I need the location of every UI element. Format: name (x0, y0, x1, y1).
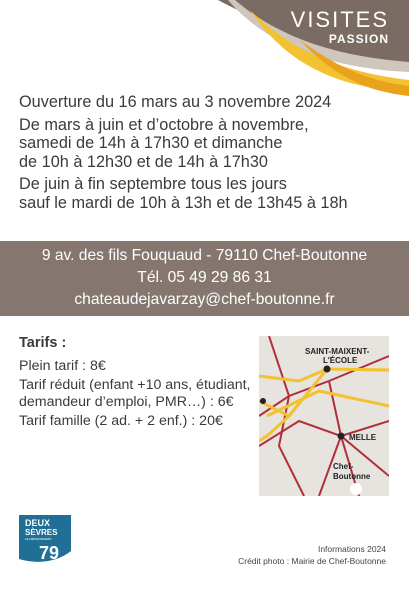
credits-photo: Crédit photo : Mairie de Chef-Boutonne (238, 556, 386, 566)
tarif-line: Tarif réduit (enfant +10 ans, étudiant, demandeur d’emploi, PMR…) : 6€ (19, 377, 251, 410)
marker-west (260, 398, 266, 404)
logo-line2: SÈVRES (25, 528, 58, 537)
contact-address: 9 av. des fils Fouquaud - 79110 Chef-Boutonne (41, 247, 368, 264)
opening-period-1-line: de 10h à 12h30 et de 14h à 17h30 (19, 152, 268, 171)
brand-subtitle: PASSION (328, 32, 389, 46)
map-label-ecole: L'ÉCOLE (323, 356, 358, 365)
contact-band (0, 241, 409, 316)
map-label-saint-maixent: SAINT-MAIXENT- (305, 347, 370, 356)
contact-email[interactable]: chateaudejavarzay@chef-boutonne.fr (74, 291, 335, 308)
contact-phone[interactable]: Tél. 05 49 29 86 31 (137, 269, 272, 286)
credits (238, 543, 386, 567)
brand-header (291, 8, 389, 46)
tarif-line: Tarif famille (2 ad. + 2 enf.) : 20€ (19, 413, 223, 429)
tarif-line: Plein tarif : 8€ (19, 358, 106, 374)
tarifs-heading: Tarifs : (19, 335, 67, 351)
logo-number: 79 (39, 543, 60, 563)
opening-dates: Ouverture du 16 mars au 3 novembre 2024 (19, 93, 332, 111)
opening-period-2 (19, 175, 399, 212)
opening-hours (19, 93, 399, 217)
opening-period-2-line: De juin à fin septembre tous les jours (19, 175, 287, 194)
logo-line3: LE DÉPARTEMENT (25, 537, 52, 541)
credits-info: Informations 2024 (317, 544, 386, 554)
logo-line1: DEUX (25, 518, 51, 528)
opening-period-2-line: sauf le mardi de 10h à 13h et de 13h45 à 18h (19, 193, 348, 212)
location-map (259, 336, 389, 496)
marker-melle (338, 433, 345, 440)
marker-saint-maixent (324, 366, 331, 373)
tarifs-section (19, 335, 254, 432)
deux-sevres-logo (19, 515, 71, 565)
opening-period-1 (19, 116, 399, 172)
brand-title: VISITES (290, 7, 389, 32)
map-label-boutonne: Boutonne (333, 472, 371, 481)
opening-period-1-line: samedi de 14h à 17h30 et dimanche (19, 134, 283, 153)
opening-period-1-line: De mars à juin et d’octobre à novembre, (19, 115, 309, 134)
marker-chef-boutonne (350, 483, 362, 495)
map-label-melle: MELLE (349, 433, 377, 442)
map-label-chef: Chef- (333, 462, 354, 471)
